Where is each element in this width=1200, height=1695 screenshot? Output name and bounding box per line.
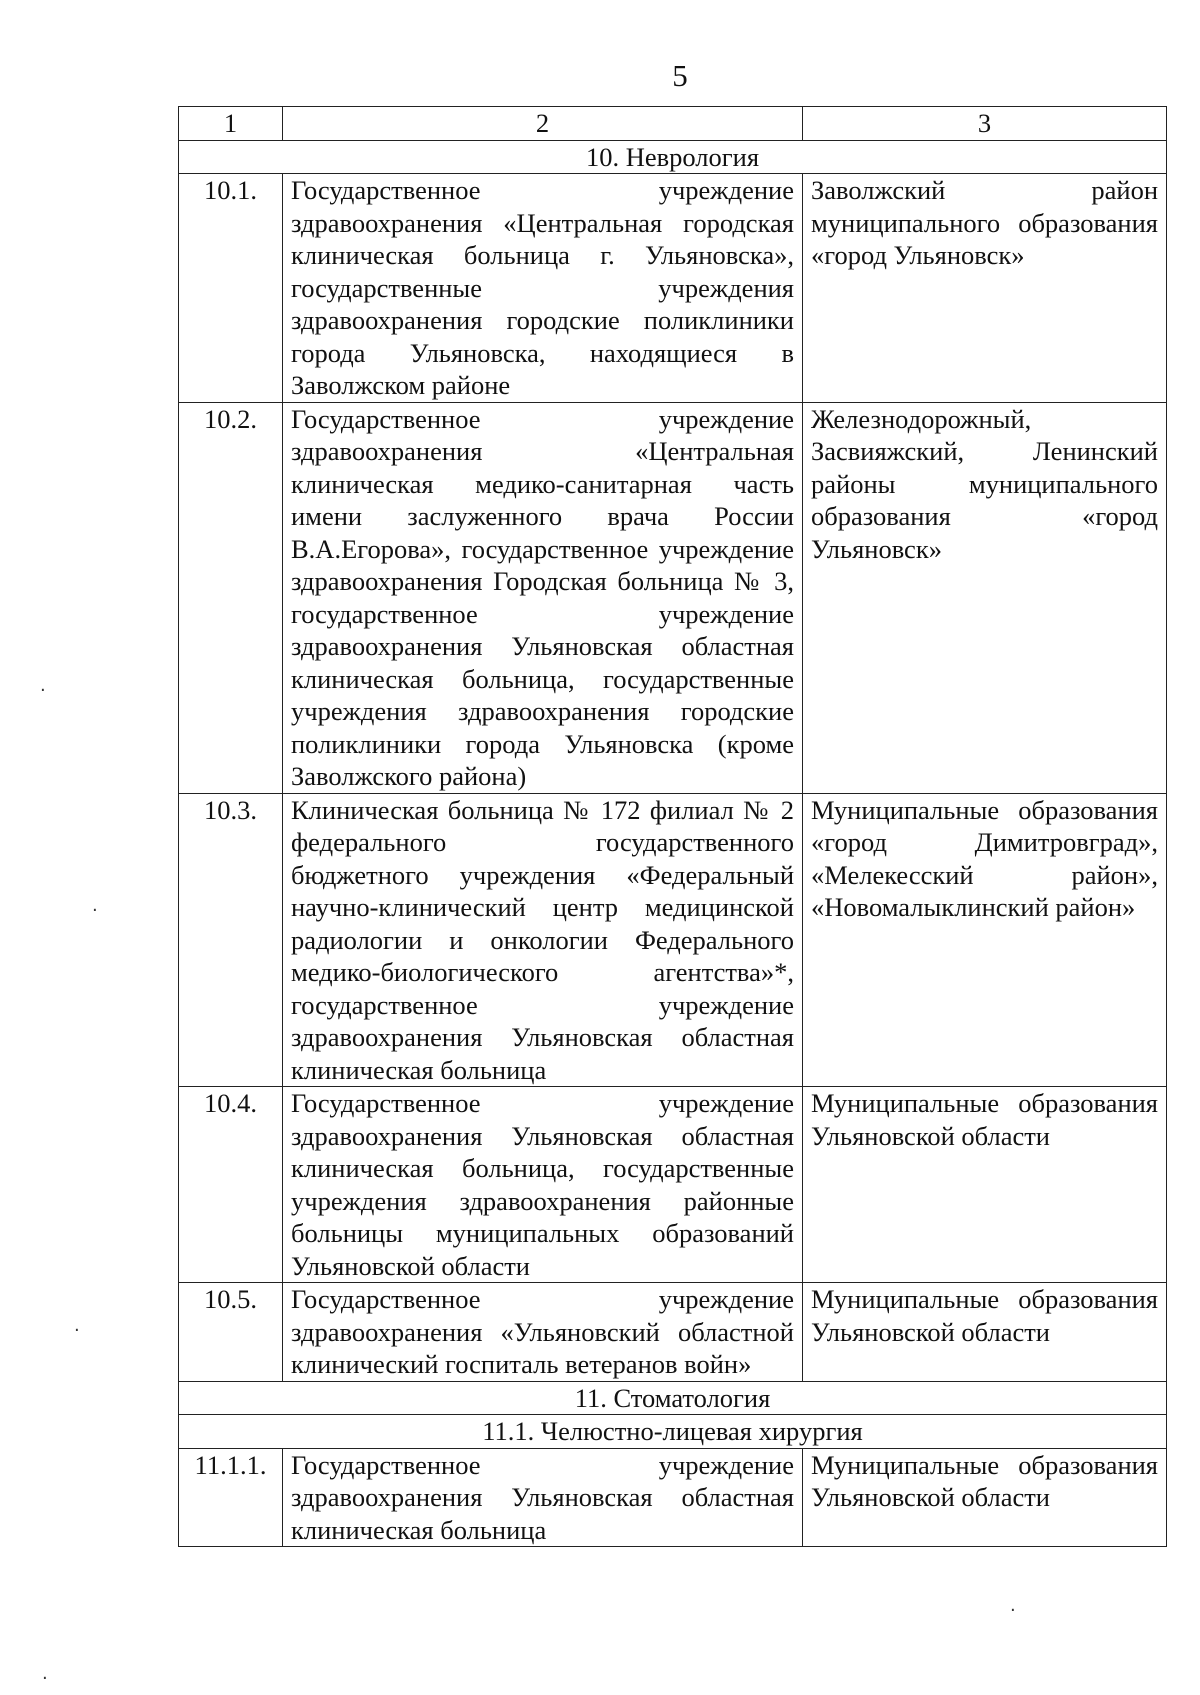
section-title-dentistry: 11. Стоматология	[179, 1381, 1167, 1415]
header-col-3: 3	[803, 107, 1167, 141]
header-row	[179, 107, 1167, 141]
scan-speck: ·	[92, 900, 98, 921]
row-territory: Муниципальные образования Ульяновской области	[803, 1087, 1167, 1283]
row-organization: Клиническая больница № 172 филиал № 2 федерального государственного бюджетного учреждения «Федеральный научно-клинический центр медицинской радиологии и онкологии Федерального медико-биологического агентства»*, государственное учреждение здравоохранения Ульяновская областная клиническая больница	[283, 793, 803, 1087]
page-number: 5	[672, 58, 688, 93]
scan-speck: ·	[74, 1320, 80, 1341]
scan-speck: ·	[1010, 1600, 1016, 1621]
table-row	[179, 1087, 1167, 1283]
row-territory: Муниципальные образования Ульяновской области	[803, 1448, 1167, 1547]
row-organization: Государственное учреждение здравоохранения Ульяновская областная клиническая больница, государственные учреждения здравоохранения районные больницы муниципальных образований Ульяновской области	[283, 1087, 803, 1283]
section-row	[179, 140, 1167, 174]
row-organization: Государственное учреждение здравоохранения «Ульяновский областной клинический госпиталь ветеранов войн»	[283, 1283, 803, 1382]
row-organization: Государственное учреждение здравоохранения Ульяновская областная клиническая больница	[283, 1448, 803, 1547]
row-number: 10.1.	[179, 174, 283, 403]
row-territory: Муниципальные образования «город Димитровград», «Мелекесский район», «Новомалыклинский район»	[803, 793, 1167, 1087]
row-number: 10.4.	[179, 1087, 283, 1283]
row-territory: Заволжский район муниципального образования «город Ульяновск»	[803, 174, 1167, 403]
row-number: 10.2.	[179, 402, 283, 793]
header-col-1: 1	[179, 107, 283, 141]
subsection-row	[179, 1415, 1167, 1449]
scan-speck: ·	[42, 1668, 48, 1689]
table-row	[179, 402, 1167, 793]
subsection-title-maxillofacial: 11.1. Челюстно-лицевая хирургия	[179, 1415, 1167, 1449]
row-number: 11.1.1.	[179, 1448, 283, 1547]
scan-speck: ·	[40, 680, 46, 701]
table-row	[179, 1283, 1167, 1382]
row-number: 10.3.	[179, 793, 283, 1087]
row-organization: Государственное учреждение здравоохранения «Центральная городская клиническая больница г. Ульяновска», государственные учреждения здравоохранения городские поликлиники города Ульяновска, находящиеся в Заволжском районе	[283, 174, 803, 403]
header-col-2: 2	[283, 107, 803, 141]
referral-table	[178, 106, 1167, 1547]
section-title-neurology: 10. Неврология	[179, 140, 1167, 174]
table-row	[179, 793, 1167, 1087]
row-number: 10.5.	[179, 1283, 283, 1382]
row-organization: Государственное учреждение здравоохранения «Центральная клиническая медико-санитарная часть имени заслуженного врача России В.А.Егорова», государственное учреждение здравоохранения Городская больница № 3, государственное учреждение здравоохранения Ульяновская областная клиническая больница, государственные учреждения здравоохранения городские поликлиники города Ульяновска (кроме Заволжского района)	[283, 402, 803, 793]
table-row	[179, 174, 1167, 403]
table-row	[179, 1448, 1167, 1547]
row-territory: Железнодорожный, Засвияжский, Ленинский районы муниципального образования «город Ульяновск»	[803, 402, 1167, 793]
section-row	[179, 1381, 1167, 1415]
row-territory: Муниципальные образования Ульяновской области	[803, 1283, 1167, 1382]
